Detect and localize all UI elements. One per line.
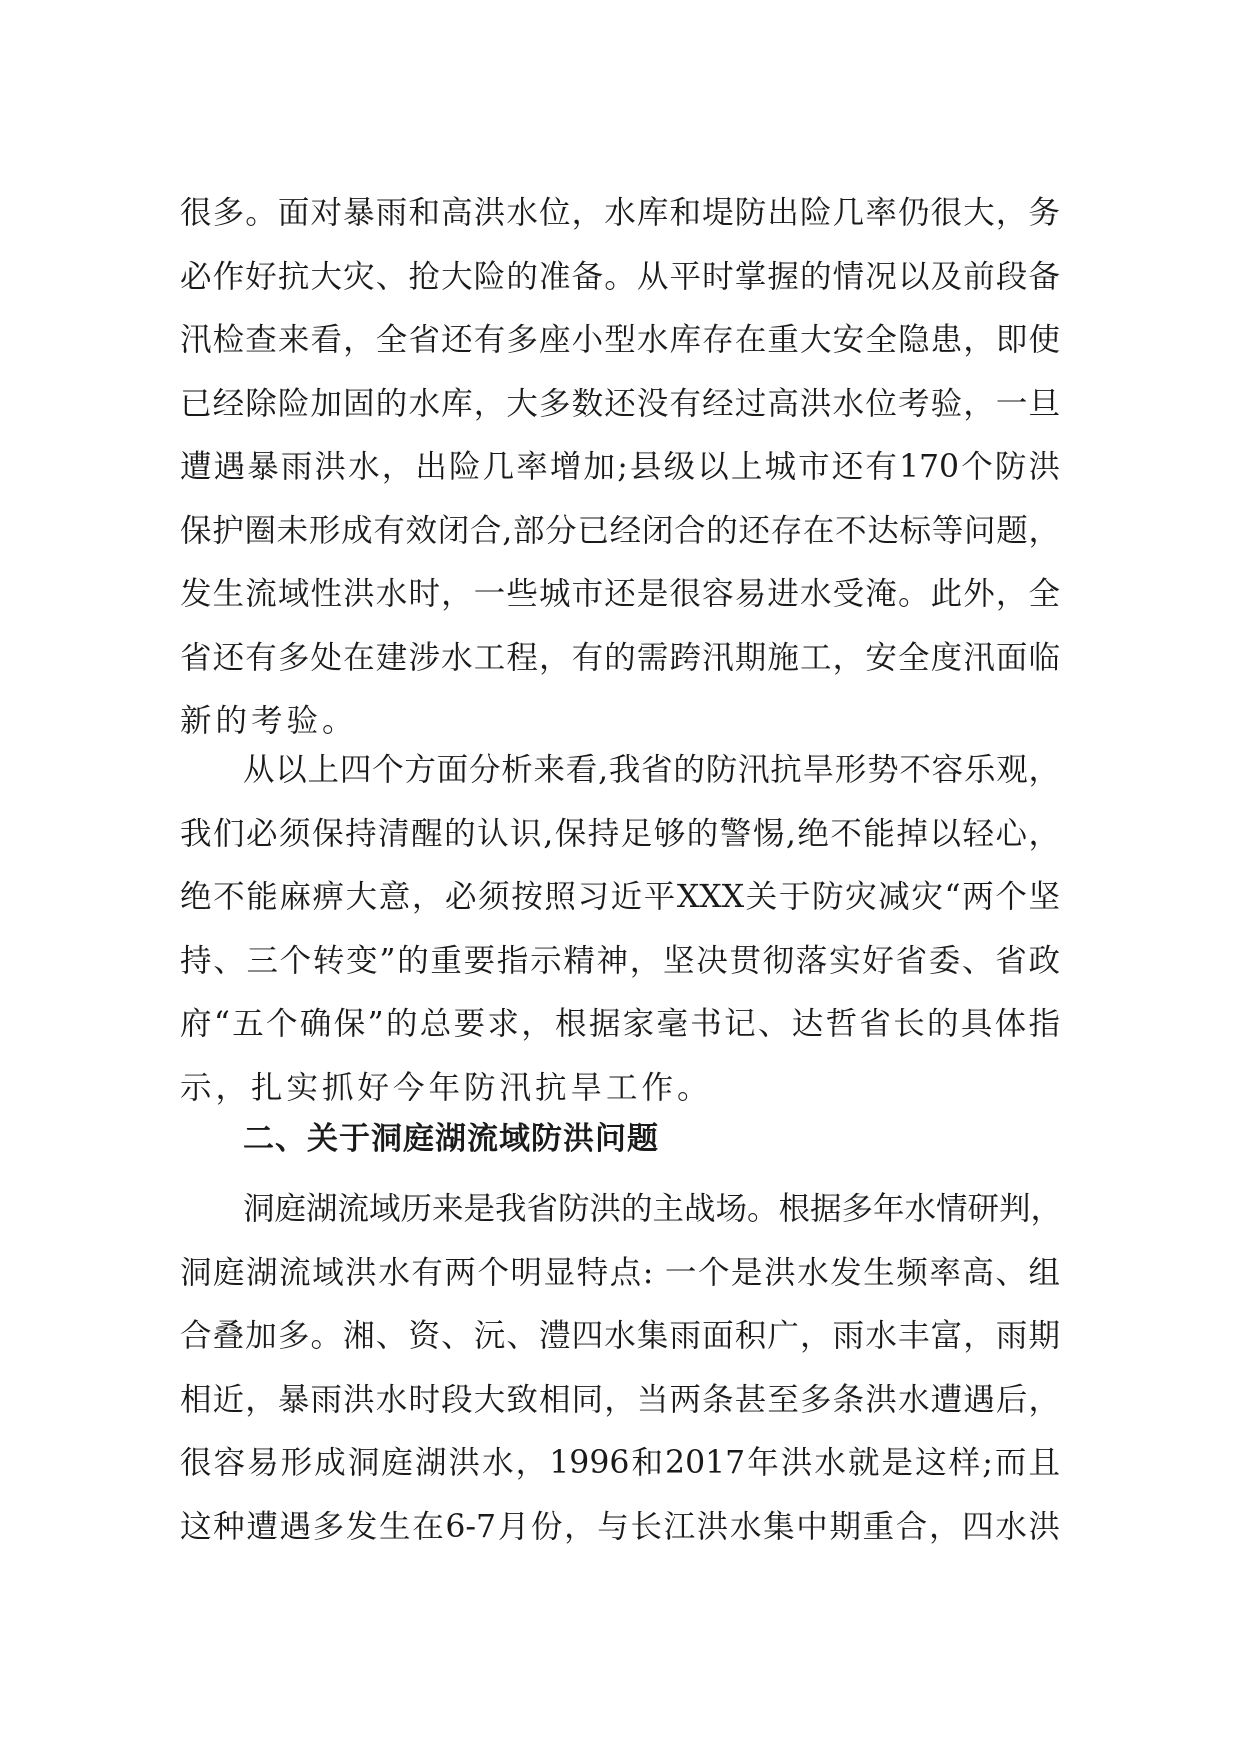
- paragraph-line: 保护圈未形成有效闭合,部分已经闭合的还存在不达标等问题，: [180, 512, 1060, 549]
- paragraph-line: 新的考验。: [180, 703, 358, 739]
- paragraph-line: 绝不能麻痹大意，必须按照习近平XXX关于防灾减灾“两个坚: [180, 879, 1060, 915]
- paragraph-line: 很多。面对暴雨和高洪水位，水库和堤防出险几率仍很大，务: [180, 195, 1060, 231]
- paragraph-line: 持、三个转变”的重要指示精神，坚决贯彻落实好省委、省政: [180, 942, 1060, 979]
- paragraph-line: 遭遇暴雨洪水，出险几率增加;县级以上城市还有170个防洪: [180, 449, 1060, 485]
- paragraph-dongting-lake: [180, 1178, 1063, 1559]
- paragraph-line: 府“五个确保”的总要求，根据家毫书记、达哲省长的具体指: [180, 1006, 1060, 1042]
- paragraph-line: 必作好抗大灾、抢大险的准备。从平时掌握的情况以及前段备: [180, 258, 1060, 295]
- paragraph-line: 洞庭湖流域洪水有两个明显特点: 一个是洪水发生频率高、组: [180, 1254, 1060, 1291]
- section-heading: 二、关于洞庭湖流域防洪问题: [243, 1121, 659, 1157]
- paragraph-line: 合叠加多。湘、资、沅、澧四水集雨面积广，雨水丰富，雨期: [180, 1318, 1060, 1354]
- paragraph-line: 省还有多处在建涉水工程，有的需跨汛期施工，安全度汛面临: [180, 639, 1060, 676]
- paragraph-line: 相近，暴雨洪水时段大致相同，当两条甚至多条洪水遭遇后，: [180, 1381, 1060, 1418]
- paragraph-line: 示，扎实抓好今年防汛抗旱工作。: [180, 1069, 713, 1106]
- paragraph-situation-analysis: [180, 739, 1060, 1120]
- paragraph-reservoir-risks: [180, 182, 1060, 754]
- paragraph-line: 这种遭遇多发生在6-7月份，与长江洪水集中期重合，四水洪: [180, 1508, 1060, 1545]
- paragraph-line: 发生流域性洪水时，一些城市还是很容易进水受淹。此外，全: [180, 576, 1060, 612]
- paragraph-line: 从以上四个方面分析来看,我省的防汛抗旱形势不容乐观，: [243, 752, 1060, 788]
- paragraph-line: 汛检查来看，全省还有多座小型水库存在重大安全隐患，即使: [180, 322, 1060, 358]
- paragraph-line: 我们必须保持清醒的认识,保持足够的警惕,绝不能掉以轻心，: [180, 815, 1060, 852]
- paragraph-line: 很容易形成洞庭湖洪水，1996和2017年洪水就是这样;而且: [180, 1445, 1060, 1481]
- paragraph-line: 已经除险加固的水库，大多数还没有经过高洪水位考验，一旦: [180, 385, 1060, 422]
- paragraph-line: 洞庭湖流域历来是我省防洪的主战场。根据多年水情研判，: [243, 1191, 1063, 1227]
